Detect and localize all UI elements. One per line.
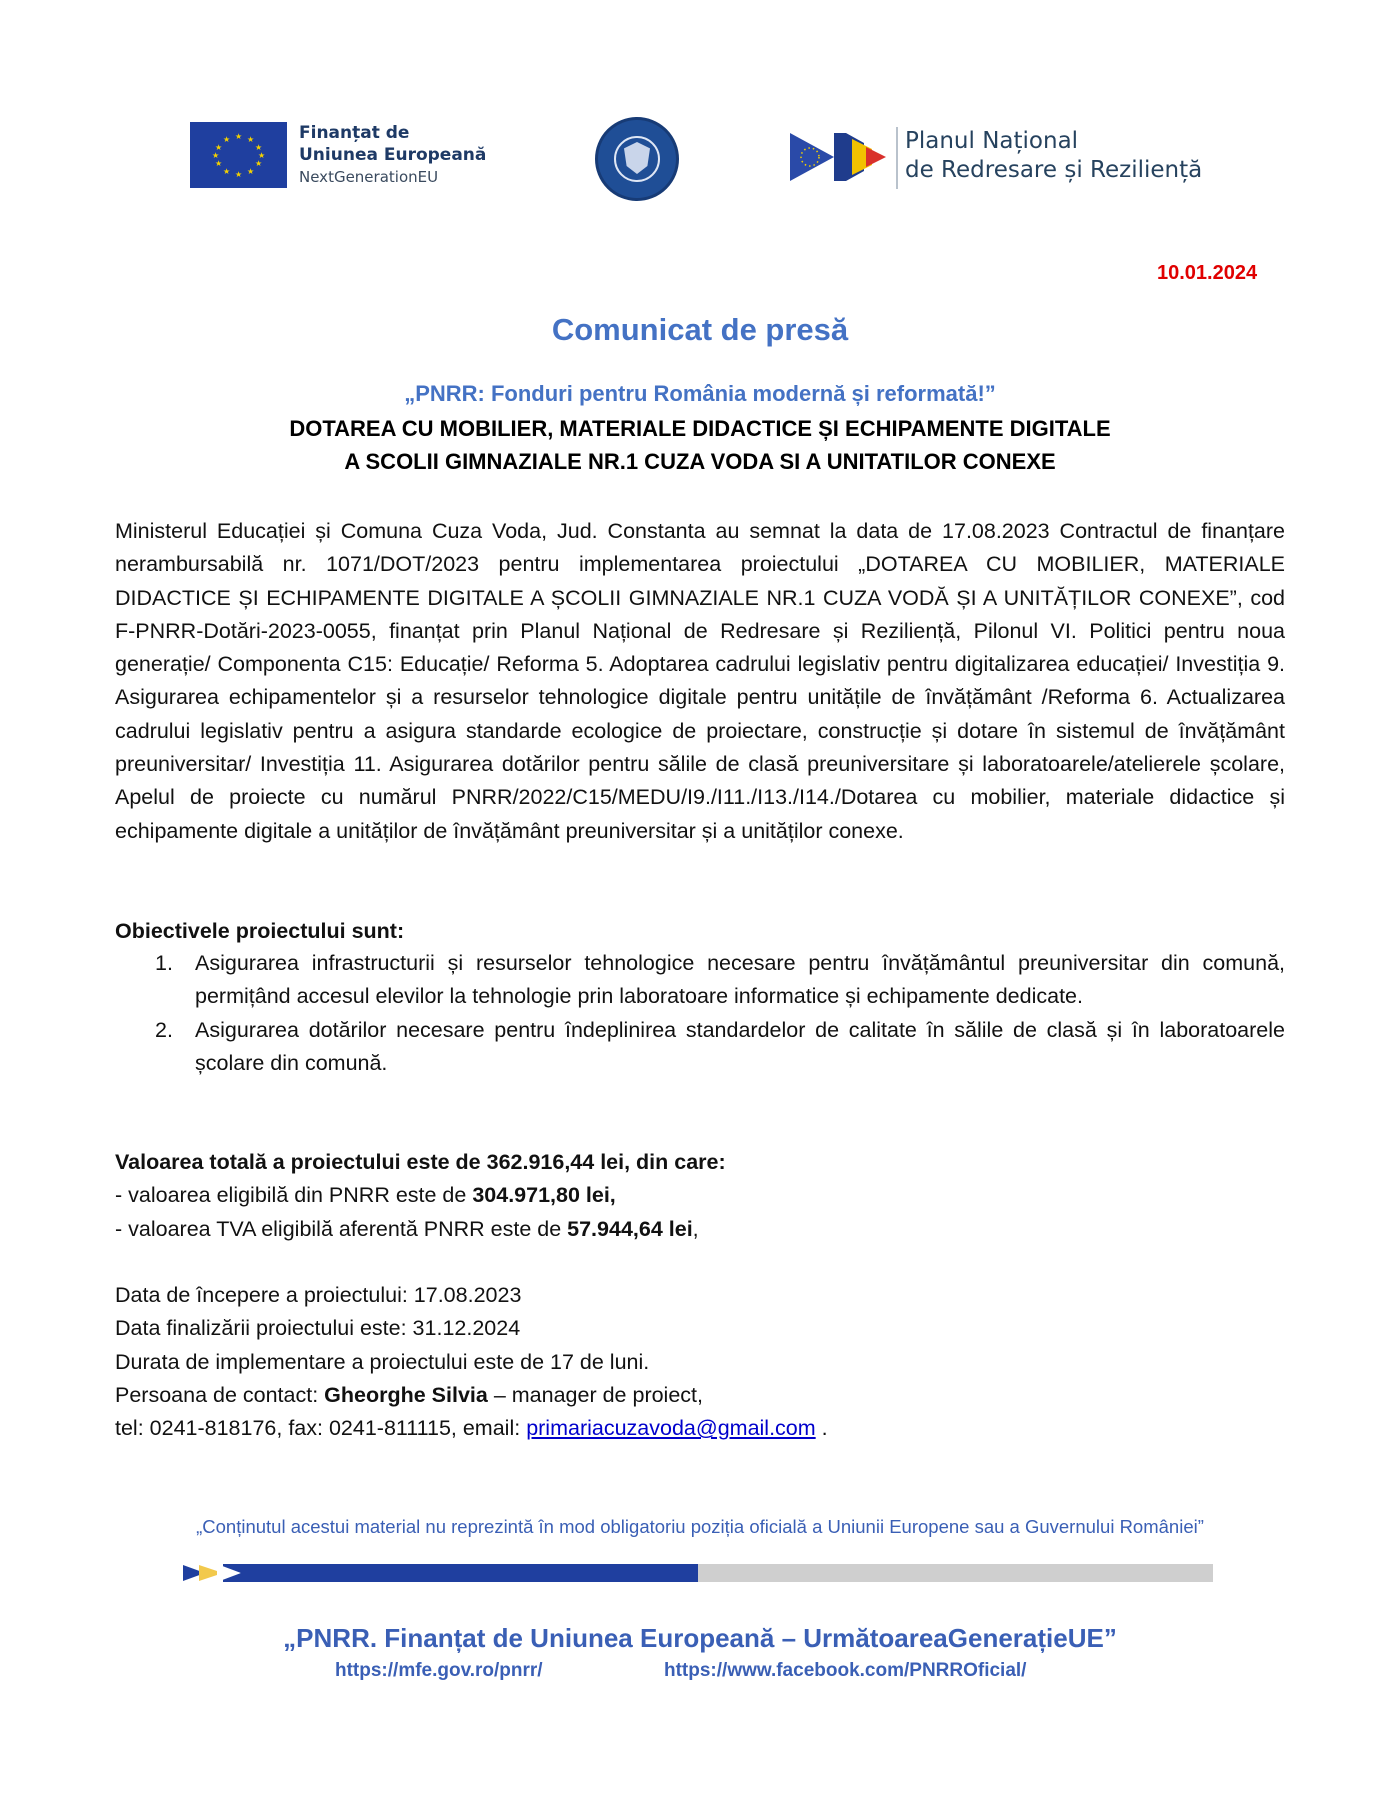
eu-flag-icon: ★ ★ ★ ★ ★ ★ ★ ★ ★ ★ ★ ★ xyxy=(190,122,287,188)
disclaimer: „Conținutul acestui material nu reprezintă în mod obligatoriu poziția oficială a Uniunii Europene sau a Guvernului României” xyxy=(196,1516,1204,1537)
romanian-government-seal-icon xyxy=(595,117,679,201)
footer-arrow-icon xyxy=(183,1564,253,1582)
headline-line-2: A SCOLII GIMNAZIALE NR.1 CUZA VODA SI A UNITATILOR CONEXE xyxy=(344,449,1056,474)
mfe-pnrr-link[interactable]: https://mfe.gov.ro/pnrr/ xyxy=(335,1660,543,1681)
pnrr-arrow-logo-icon xyxy=(790,129,890,185)
eu-logo-line-2: Uniunea Europeană xyxy=(299,145,487,165)
objective-item xyxy=(115,1014,1285,1081)
contact-label: Persoana de contact: xyxy=(115,1382,325,1407)
vat-value-line xyxy=(115,1213,1285,1246)
contact-role: – manager de proiect, xyxy=(487,1382,703,1407)
slogan: „PNRR: Fonduri pentru România modernă și reformată!” xyxy=(404,381,996,406)
phone-fax: tel: 0241-818176, fax: 0241-811115, email: xyxy=(115,1416,527,1441)
eu-funding-logo xyxy=(190,122,490,188)
objective-text: Asigurarea infrastructurii și resurselor tehnologice necesare pentru învățământul preuniversitar din comună, permițând accesul elevilor la tehnologie prin laboratoare informatice și echipamente dedicate. xyxy=(195,951,1285,1009)
vat-value-suffix: , xyxy=(692,1216,699,1241)
pnrr-logo-line-1: Planul Național xyxy=(905,128,1079,154)
footer-bar-blue xyxy=(223,1564,698,1582)
objectives-list xyxy=(115,947,1285,1080)
footer-slogan: „PNRR. Finanțat de Uniunea Europeană – UrmătoareaGenerațieUE” xyxy=(283,1623,1117,1653)
objective-text: Asigurarea dotărilor necesare pentru îndeplinirea standardelor de calitate în sălile de clasă și în laboratoarele școlare din comună. xyxy=(195,1017,1285,1075)
eu-logo-line-1: Finanțat de xyxy=(299,123,410,143)
email-link[interactable]: primariacuzavoda@gmail.com xyxy=(526,1416,816,1441)
project-headline xyxy=(0,412,1400,478)
objective-number: 1. xyxy=(155,951,173,975)
objective-item xyxy=(115,947,1285,1014)
eligible-value-label: - valoarea eligibilă din PNRR este de xyxy=(115,1183,473,1208)
eligible-value-amount: 304.971,80 lei, xyxy=(472,1183,616,1208)
release-date: 10.01.2024 xyxy=(1157,262,1258,284)
objective-number: 2. xyxy=(155,1017,173,1042)
eu-logo-line-3: NextGenerationEU xyxy=(299,168,439,186)
pnrr-logo-line-2: de Redresare și Reziliență xyxy=(905,157,1203,183)
footer-decorative-bar xyxy=(183,1564,1213,1582)
project-values xyxy=(115,1146,1285,1246)
duration: Durata de implementare a proiectului este de 17 de luni. xyxy=(115,1349,650,1374)
contact-name: Gheorghe Silvia xyxy=(324,1382,488,1407)
total-value-line: Valoarea totală a proiectului este de 362.916,44 lei, din care: xyxy=(115,1150,726,1174)
contact-person-line xyxy=(115,1379,1285,1412)
footer-bar-grey xyxy=(698,1564,1213,1582)
objectives-heading: Obiectivele proiectului sunt: xyxy=(115,919,405,943)
logo-divider xyxy=(896,127,898,189)
project-schedule xyxy=(115,1279,1285,1445)
pnrr-logo xyxy=(790,125,1220,191)
eligible-value-line xyxy=(115,1179,1285,1212)
email-suffix: . xyxy=(815,1416,828,1441)
facebook-pnrr-link[interactable]: https://www.facebook.com/PNRROficial/ xyxy=(664,1660,1027,1681)
vat-value-label: - valoarea TVA eligibilă aferentă PNRR este de xyxy=(115,1216,568,1241)
headline-line-1: DOTAREA CU MOBILIER, MATERIALE DIDACTICE ȘI ECHIPAMENTE DIGITALE xyxy=(289,416,1111,441)
vat-value-amount: 57.944,64 lei xyxy=(567,1216,693,1241)
contact-details-line xyxy=(115,1412,1285,1445)
end-date: Data finalizării proiectului este: 31.12.2024 xyxy=(115,1316,521,1341)
start-date: Data de începere a proiectului: 17.08.2023 xyxy=(115,1283,522,1307)
intro-paragraph: Ministerul Educației și Comuna Cuza Voda, Jud. Constanta au semnat la data de 17.08.2023 Contractul de finanțare nerambursabilă nr. 1071/DOT/2023 pentru implementarea proiectului „DOTAREA CU MOBILIER, MATERIALE DIDACTICE ȘI ECHIPAMENTE DIGITALE A ȘCOLII GIMNAZIALE NR.1 CUZA VODĂ ȘI A UNITĂȚILOR CONEXE”, cod F-PNRR-Dotări-2023-0055, finanțat prin Planul Național de Redresare și Reziliență, Pilonul VI. Politici pentru noua generație/ Componenta C15: Educație/ Reforma 5. Adoptarea cadrului legislativ pentru digitalizarea educației/ Investiția 9. Asigurarea echipamentelor și a resurselor tehnologice digitale pentru unitățile de învățământ /Reforma 6. Actualizarea cadrului legislativ pentru a asigura standarde ecologice de proiectare, construcție și dotare în sistemul de învățământ preuniversitar/ Investiția 11. Asigurarea dotărilor pentru sălile de clasă preuniversitare și laboratoarele/atelierele școlare, Apelul de proiecte cu numărul PNRR/2022/C15/MEDU/I9./I11./I13./I14./Dotarea cu mobilier, materiale didactice și echipamente digitale a unităților de învățământ preuniversitar și a unităților conexe. xyxy=(115,519,1285,843)
page-title: Comunicat de presă xyxy=(551,312,849,347)
